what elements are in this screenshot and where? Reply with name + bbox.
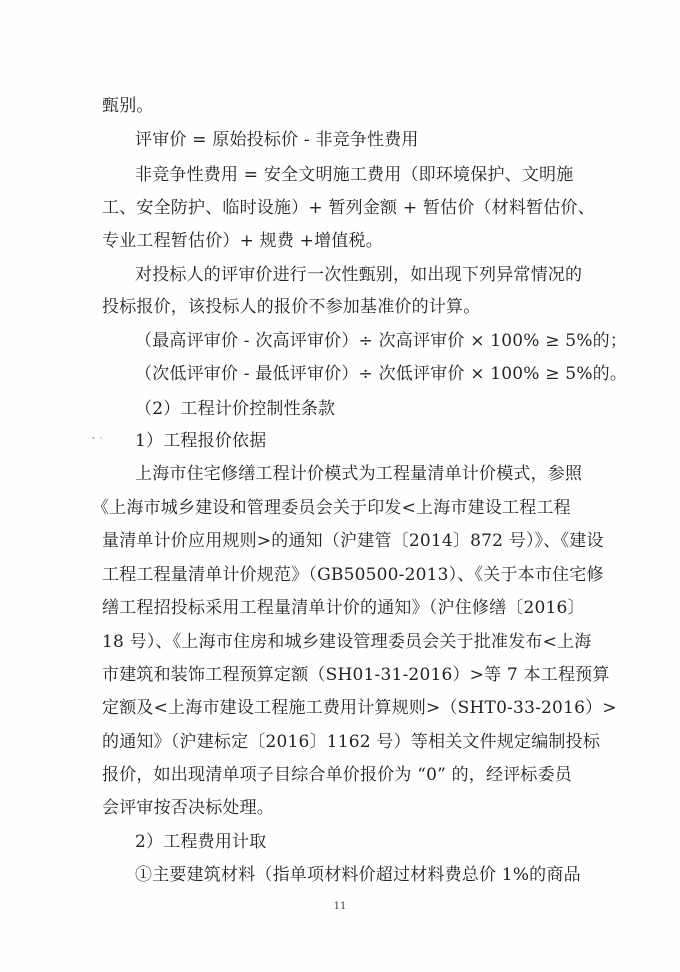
text-line-9: （次低评审价 - 最低评审价）÷ 次低评审价 × 100% ≥ 5%的。: [135, 364, 628, 384]
text-line-13: 《上海市城乡建设和管理委员会关于印发<上海市建设工程工程: [92, 498, 571, 518]
text-line-4: 工、安全防护、临时设施）+ 暂列金额 + 暂估价（材料暂估价、: [102, 198, 595, 218]
text-line-24: ①主要建筑材料（指单项材料价超过材料费总价 1%的商品: [135, 865, 581, 885]
section-heading-2: （2）工程计价控制性条款: [135, 399, 336, 419]
text-line-6: 对投标人的评审价进行一次性甄别，如出现下列异常情况的: [135, 265, 583, 285]
text-line-16: 缮工程招投标采用工程量清单计价的通知》（沪住修缮〔2016〕: [102, 598, 585, 618]
text-line-15: 工程工程量清单计价规范》（GB50500-2013）、《关于本市住宅修: [102, 565, 604, 585]
text-line-14: 量清单计价应用规则>的通知（沪建管〔2014〕872 号）》、《建设: [102, 531, 604, 551]
text-line-21: 报价，如出现清单项子目综合单价报价为 “0” 的，经评标委员: [102, 765, 573, 785]
text-line-3: 非竞争性费用 = 安全文明施工费用（即环境保护、文明施: [135, 165, 574, 185]
subsection-heading-2: 2）工程费用计取: [135, 832, 267, 852]
text-line-22: 会评审按否决标处理。: [102, 798, 274, 818]
scan-speck: [100, 437, 102, 439]
text-line-5: 专业工程暂估价）+ 规费 +增值税。: [102, 231, 383, 251]
text-line-8: （最高评审价 - 次高评审价）÷ 次高评审价 × 100% ≥ 5%的；: [135, 331, 628, 351]
scan-speck: [92, 437, 95, 439]
text-line-20: 的通知》（沪建标定〔2016〕1162 号）等相关文件规定编制投标: [102, 732, 601, 752]
text-line-18: 市建筑和装饰工程预算定额（SH01-31-2016）>等 7 本工程预算: [102, 665, 610, 685]
page-number: 11: [333, 901, 347, 912]
text-line-1: 甄别。: [102, 96, 154, 116]
subsection-heading-1: 1）工程报价依据: [135, 431, 267, 451]
text-line-7: 投标报价，该投标人的报价不参加基准价的计算。: [102, 297, 481, 317]
text-line-19: 定额及<上海市建设工程施工费用计算规则>（SHT0-33-2016）>: [102, 698, 617, 718]
text-line-2: 评审价 = 原始投标价 - 非竞争性费用: [135, 130, 419, 150]
text-line-17: 18 号）、《上海市住房和城乡建设管理委员会关于批准发布<上海: [102, 632, 592, 652]
text-line-12: 上海市住宅修缮工程计价模式为工程量清单计价模式，参照: [135, 464, 583, 484]
